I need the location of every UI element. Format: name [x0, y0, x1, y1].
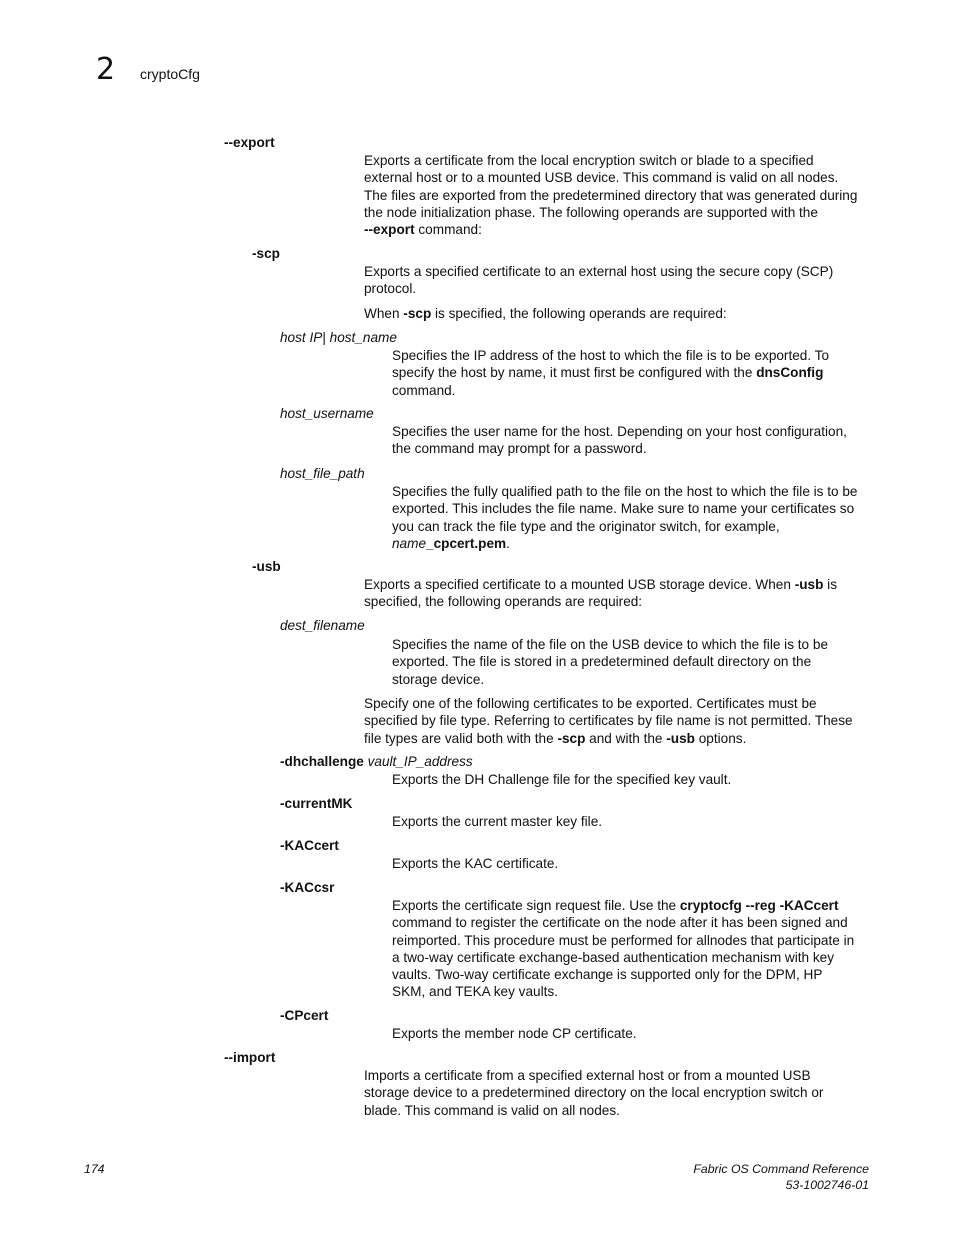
doc-title: Fabric OS Command Reference [693, 1162, 869, 1176]
import-description: Imports a certificate from a specified external host or from a mounted USB storage device to a predetermined directory on the local encryption switch or blade. This command is valid on all nodes. [364, 1068, 824, 1118]
operand-host-username: host_username [280, 406, 374, 421]
operand-kaccsr: -KACcsr [280, 880, 335, 895]
operand-usb: -usb [252, 559, 281, 574]
scp-description: Exports a specified certificate to an external host using the secure copy (SCP) protocol. [364, 264, 834, 297]
scp-required-note: When -scp is specified, the following operands are required: [364, 306, 727, 321]
host-username-description: Specifies the user name for the host. Depending on your host configuration, the command may prompt for a password. [392, 424, 847, 457]
certificate-types-paragraph: Specify one of the following certificates to be exported. Certificates must be specified by file type. Referring to certificates by file name is not permitted. These file types are valid both with the -scp and with the -usb options. [364, 696, 853, 746]
host-file-path-description: Specifies the fully qualified path to the file on the host to which the file is to be exported. This includes the file name. Make sure to name your certificates so you can track the file type and the originator switch, for example, name_cpcert.pem. [392, 484, 858, 551]
kaccert-description: Exports the KAC certificate. [392, 856, 559, 871]
export-description: Exports a certificate from the local encryption switch or blade to a specified external host or to a mounted USB device. This command is valid on all nodes. The files are exported from the predetermined directory that was generated during the node initialization phase. The following operands are supported with the --export command: [364, 153, 858, 238]
dest-filename-description: Specifies the name of the file on the USB device to which the file is to be exported. The file is stored in a predetermined default directory on the storage device. [392, 637, 829, 687]
chapter-title: cryptoCfg [140, 66, 200, 82]
host-ip-description: Specifies the IP address of the host to which the file is to be exported. To specify the host by name, it must first be configured with the dnsConfig command. [392, 348, 830, 398]
operand-host-file-path: host_file_path [280, 466, 365, 481]
operand-currentmk: -currentMK [280, 796, 353, 811]
operand-dest-filename: dest_filename [280, 618, 365, 633]
dhchallenge-description: Exports the DH Challenge file for the specified key vault. [392, 772, 732, 787]
operand-host-ip: host IP| host_name [280, 330, 397, 345]
currentmk-description: Exports the current master key file. [392, 814, 603, 829]
kaccsr-description: Exports the certificate sign request file. Use the cryptocfg --reg -KACcert command to register the certificate on the node after it has been signed and reimported. This procedure must be performed for allnodes that participate in a two-way certificate exchange-based authentication mechanism with key vaults. Two-way certificate exchange is supported only for the DPM, HP SKM, and TEKA key vaults. [392, 898, 855, 1000]
page-number: 174 [84, 1162, 105, 1176]
operand-export: --export [224, 135, 275, 150]
doc-number: 53-1002746-01 [785, 1178, 869, 1192]
operand-dhchallenge: -dhchallenge vault_IP_address [280, 754, 473, 769]
chapter-number: 2 [96, 52, 116, 87]
operand-scp: -scp [252, 246, 280, 261]
operand-cpcert: -CPcert [280, 1008, 329, 1023]
operand-kaccert: -KACcert [280, 838, 339, 853]
usb-description: Exports a specified certificate to a mounted USB storage device. When -usb is specified, the following operands are required: [364, 577, 837, 610]
operand-import: --import [224, 1050, 276, 1065]
cpcert-description: Exports the member node CP certificate. [392, 1026, 637, 1041]
